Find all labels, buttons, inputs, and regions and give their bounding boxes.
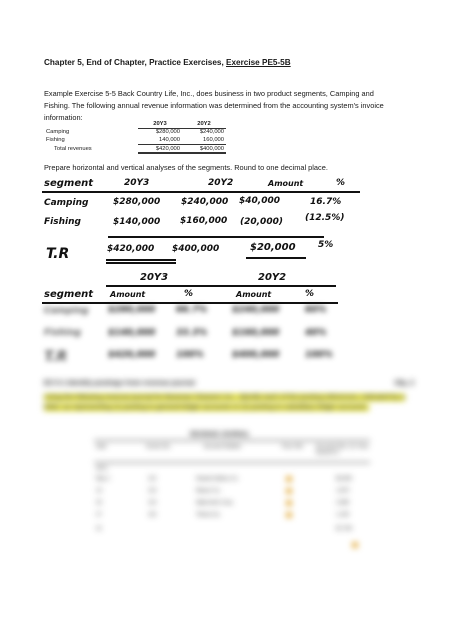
hw-value: $400,000 — [172, 244, 220, 254]
hw-value: $400,000 — [232, 350, 280, 360]
hw-value: $240,000 — [181, 197, 229, 207]
paragraph-text: Using the following revenue journal for Bowman Cleaners Inc., identify each of the posting references, indicated by a letter, as representing (1) posting to general ledger accounts or (2) posting to subsidiary ledger accounts. — [44, 394, 405, 411]
row-label: Fishing — [46, 137, 65, 144]
cell-value: $240,000 — [199, 129, 224, 136]
intro-paragraph: Example Exercise 5-5 Back Country Life, Inc., does business in two product segments, Camping and Fishing. The following annual revenue information was determined from the accounting system's invoice information: — [44, 89, 384, 122]
cell-value: $280,000 — [155, 129, 180, 136]
table-header-row — [44, 120, 226, 128]
hw-value: $420,000 — [107, 244, 155, 254]
cell-amount: $2,650 — [336, 476, 352, 482]
hw-value: 5% — [318, 240, 334, 250]
obscured-paragraph — [44, 393, 414, 413]
journal-rule — [94, 440, 370, 441]
cell-account: Mason Co. — [196, 488, 222, 494]
hw-fishing: Fishing — [44, 217, 81, 227]
col-header: Date — [96, 444, 107, 450]
post-ref-marker — [286, 488, 292, 494]
col-header: Accounts Rec. Dr. Fees Earned Cr. — [316, 444, 369, 456]
hw-value: $240,000 — [232, 305, 280, 315]
hw-20y3: 20Y3 — [124, 178, 150, 188]
col-header: Post. Ref. — [282, 444, 304, 450]
hw-camping: Camping — [44, 198, 89, 208]
hw-rule — [108, 236, 324, 238]
hw-rule — [246, 257, 306, 259]
cell-invoice: 114 — [148, 500, 157, 506]
cell-amount: 1,100 — [336, 512, 349, 518]
post-ref-marker — [286, 476, 292, 482]
hw-value: 100% — [305, 350, 333, 360]
hw-value: 40% — [305, 328, 327, 338]
cell-date: 27 — [96, 512, 102, 518]
heading-text: EX 5-1 Identify postings from revenue journal — [44, 380, 195, 387]
cell-account: Alpha Arts Corp. — [196, 500, 234, 506]
cell-amount: 1,870 — [336, 488, 349, 494]
cell-value: 140,000 — [138, 136, 182, 144]
post-ref-marker — [286, 512, 292, 518]
col-header: Invoice No. — [146, 444, 172, 450]
col-header: Account Debited — [204, 444, 241, 450]
total-post-ref-marker — [352, 542, 358, 548]
hw-20y3: 20Y3 — [140, 272, 169, 283]
cell-date: May 1 — [96, 476, 111, 482]
hw-value: $160,000 — [232, 328, 280, 338]
hw-value: $280,000 — [108, 305, 156, 315]
journal-rule — [94, 462, 370, 463]
cell-invoice: 112 — [148, 476, 157, 482]
cell-value: 160,000 — [182, 136, 226, 144]
cell-invoice: 113 — [148, 488, 157, 494]
post-ref-marker — [286, 500, 292, 506]
exercise-title — [44, 58, 291, 67]
cell-account: Tilman Inc. — [196, 512, 222, 518]
obscured-heading — [44, 380, 414, 387]
table-row — [44, 144, 226, 153]
hw-value: $40,000 — [239, 196, 280, 206]
col-header-20y3: 20Y3 — [138, 120, 182, 128]
hw-20y2: 20Y2 — [258, 272, 287, 283]
hw-value: 66.7% — [176, 305, 208, 315]
hw-camping: Camping — [44, 306, 89, 316]
instructions: Prepare horizontal and vertical analyses of the segments. Round to one decimal place. — [44, 163, 328, 172]
table-row — [44, 136, 226, 144]
hw-value: (12.5%) — [305, 213, 345, 223]
hw-tr: T.R — [44, 349, 68, 365]
hw-20y2: 20Y2 — [208, 178, 234, 188]
row-label: Camping — [46, 129, 70, 136]
hw-value: 33.3% — [176, 328, 208, 338]
hw-value: (20,000) — [240, 217, 283, 227]
cell-amount: $7,700 — [336, 526, 352, 532]
objective-label: Obj. 2 — [394, 380, 414, 387]
hw-value: 60% — [305, 305, 327, 315]
cell-invoice: 115 — [148, 512, 157, 518]
hw-segment: segment — [44, 178, 93, 189]
hw-pct: % — [336, 178, 346, 188]
hw-amount: Amount — [268, 179, 304, 188]
hw-value: $160,000 — [180, 216, 228, 226]
cell-date: 10 — [96, 488, 102, 494]
hw-segment: segment — [44, 289, 93, 300]
hw-rule — [106, 259, 176, 261]
hw-value: 16.7% — [310, 197, 342, 207]
hw-rule — [106, 262, 176, 264]
hw-amount: Amount — [236, 290, 272, 299]
exercise-link[interactable]: Exercise PE5-5B — [226, 58, 291, 67]
revenue-table — [44, 120, 226, 154]
col-header-20y2: 20Y2 — [182, 120, 226, 128]
hw-rule — [42, 302, 338, 304]
cell-value: $420,000 — [138, 144, 182, 153]
hw-pct: % — [184, 289, 194, 299]
cell-date: 20 — [96, 500, 102, 506]
cell-account: Hawaii Gallery Co. — [196, 476, 239, 482]
hw-value: $420,000 — [108, 350, 156, 360]
hw-amount: Amount — [110, 290, 146, 299]
hw-tr: T.R — [46, 246, 70, 262]
hw-value: $280,000 — [113, 197, 161, 207]
hw-value: 100% — [176, 350, 204, 360]
hw-value: $140,000 — [113, 217, 161, 227]
hw-fishing: Fishing — [44, 328, 81, 338]
row-label: Total revenues — [54, 145, 92, 152]
cell-date: 31 — [96, 526, 102, 532]
cell-value: $400,000 — [182, 144, 226, 153]
hw-pct: % — [305, 289, 315, 299]
journal-year: 20Y1 — [96, 466, 108, 472]
hw-value: $20,000 — [250, 242, 296, 253]
title-text: Chapter 5, End of Chapter, Practice Exercises, — [44, 58, 227, 67]
journal-title: REVENUE JOURNAL — [190, 432, 250, 438]
table-row — [44, 128, 226, 136]
hw-rule — [106, 285, 336, 287]
hw-value: $140,000 — [108, 328, 156, 338]
cell-amount: 2,080 — [336, 500, 349, 506]
hw-rule — [42, 191, 360, 193]
